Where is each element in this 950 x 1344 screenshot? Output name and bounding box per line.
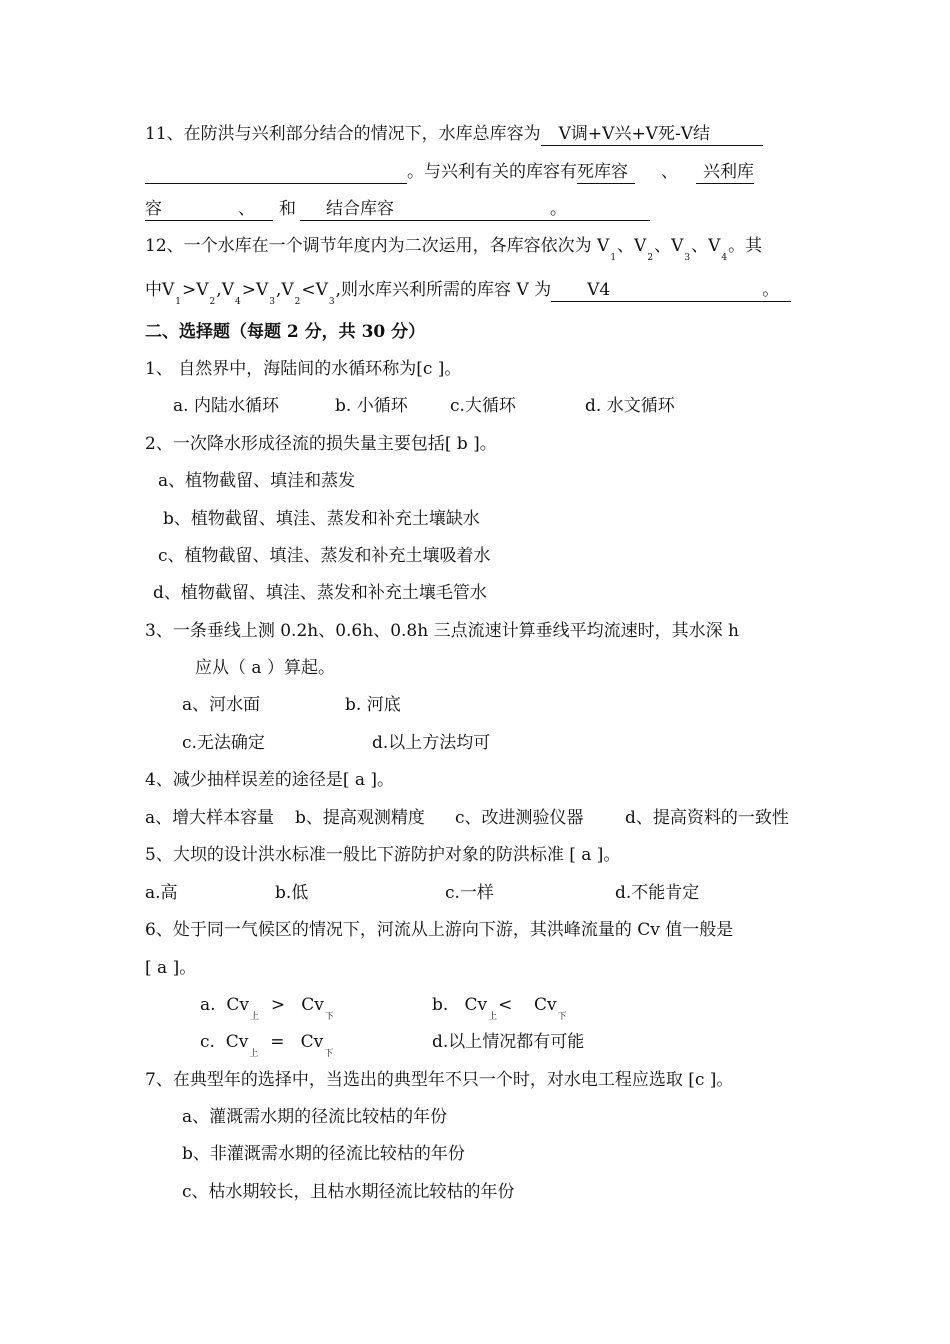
mc-q6-c-cv1: Cv <box>225 1032 249 1052</box>
q11-and: 和 <box>279 199 296 219</box>
q11-answer-dead: 死库容 <box>577 161 635 184</box>
q11-end: 。 <box>550 199 567 219</box>
mc-q6-b-label: b. <box>432 995 449 1015</box>
mc-q6-c-label: c. <box>200 1032 215 1052</box>
mc-q6-opt-a <box>200 993 335 1020</box>
q12-c1-s1: 1 <box>175 297 182 307</box>
section-heading: 二、选择题（每题 2 分，共 30 分） <box>145 322 426 342</box>
q12-c1-v1: V <box>162 280 175 300</box>
mc-q6-a-label: a. <box>200 995 216 1015</box>
q12-c1-v2: V <box>196 280 209 300</box>
q12-answer: V4 <box>587 280 611 300</box>
mc-q7-stem: 7、在典型年的选择中，当选出的典型年不只一个时，对水电工程应选取 [c ]。 <box>145 1070 734 1090</box>
mc-q4-opt-c: c、改进测验仪器 <box>455 808 584 828</box>
q11-answer-combined-wrap <box>300 198 650 221</box>
q12-dun3: 、 <box>691 236 709 256</box>
mc-q3-opt-a: a、河水面 <box>182 695 261 715</box>
q12-c3-v2: V <box>281 280 294 300</box>
q11-line1 <box>145 122 763 146</box>
q12-c2-v4: V <box>221 280 234 300</box>
q12-sub1: 1 <box>610 253 617 263</box>
q11-line2-end: 。与兴利有关的库容有 <box>407 162 577 182</box>
q12-v4: V <box>708 236 721 256</box>
mc-q6-a-cv2: Cv <box>301 995 324 1015</box>
mc-q2-stem: 2、一次降水形成径流的损失量主要包括[ b ]。 <box>145 434 497 454</box>
mc-q6-opt-c <box>200 1030 334 1057</box>
q12-line1 <box>145 234 762 261</box>
mc-q1-opt-b: b. 小循环 <box>335 396 408 416</box>
mc-q4-opt-d: d、提高资料的一致性 <box>625 808 789 828</box>
q12-dun1: 、 <box>617 236 635 256</box>
mc-q6-c-up: 上 <box>249 1049 259 1059</box>
q12-dun2: 、 <box>654 236 672 256</box>
q12-line1-end: 。其 <box>728 236 763 256</box>
mc-q1-opt-a: a. 内陆水循环 <box>173 396 279 416</box>
mc-q6-b-cv1: Cv <box>464 995 488 1015</box>
mc-q6-opt-d: d.以上情况都有可能 <box>432 1032 585 1052</box>
q11-answer-xingli-b-wrap <box>145 198 273 221</box>
q12-comma2: , <box>275 280 282 300</box>
mc-q2-opt-a: a、植物截留、填洼和蒸发 <box>158 471 356 491</box>
q12-line2 <box>145 278 791 305</box>
q11-sep1: 、 <box>661 162 678 182</box>
mc-q5-opt-d: d.不能肯定 <box>615 883 700 903</box>
mc-q5-opt-b: b.低 <box>275 883 309 903</box>
mc-q6-b-up: 上 <box>488 1012 498 1022</box>
mc-q6-b-op: < <box>498 995 513 1015</box>
mc-q4-opt-b: b、提高观测精度 <box>295 808 425 828</box>
q12-c1-gt: > <box>182 280 197 300</box>
q12-sub4: 4 <box>721 253 728 263</box>
q11-line2 <box>145 160 754 184</box>
q12-c3-s2: 2 <box>294 297 301 307</box>
q12-c2-gt: > <box>241 280 256 300</box>
q12-c3-s3: 3 <box>328 297 335 307</box>
q11-blank-line <box>145 161 407 184</box>
mc-q1-opt-c: c.大循环 <box>450 396 516 416</box>
q12-line1-text: 12、一个水库在一个调节年度内为二次运用，各库容依次为 V <box>145 236 610 256</box>
q12-answer-wrap <box>551 279 791 302</box>
mc-q1-stem: 1、 自然界中，海陆间的水循环称为[c ]。 <box>145 359 462 379</box>
mc-q3-stem1: 3、一条垂线上测 0.2h、0.6h、0.8h 三点流速计算垂线平均流速时，其水深 h <box>145 621 739 641</box>
q11-prefix: 11、在防洪与兴利部分结合的情况下，水库总库容为 <box>145 124 541 144</box>
mc-q6-stem2: [ a ]。 <box>145 958 197 978</box>
q12-c3-v3: V <box>315 280 328 300</box>
mc-q2-opt-b: b、植物截留、填洼、蒸发和补充土壤缺水 <box>163 509 480 529</box>
q12-line2-mid: ,则水库兴利所需的库容 V 为 <box>335 280 552 300</box>
mc-q2-opt-d: d、植物截留、填洼、蒸发和补充土壤毛管水 <box>153 583 487 603</box>
q11-answer-combined: 结合库容 <box>326 199 394 219</box>
mc-q6-b-cv2: Cv <box>534 995 557 1015</box>
mc-q6-c-cv2: Cv <box>300 1032 324 1052</box>
mc-q3-opt-b: b. 河底 <box>345 695 401 715</box>
q12-sub2: 2 <box>647 253 654 263</box>
mc-q3-stem2: 应从（ a ）算起。 <box>195 658 335 678</box>
mc-q6-a-cv1: Cv <box>226 995 249 1015</box>
mc-q3-opt-c: c.无法确定 <box>182 733 265 753</box>
mc-q6-a-op: > <box>270 995 286 1015</box>
mc-q6-a-down: 下 <box>324 1012 334 1022</box>
mc-q3-opt-d: d.以上方法均可 <box>372 733 491 753</box>
q12-c2-s3: 3 <box>269 297 275 307</box>
q12-comma1: , <box>216 280 222 300</box>
mc-q7-opt-b: b、非灌溉需水期的径流比较枯的年份 <box>182 1144 465 1164</box>
mc-q5-stem: 5、大坝的设计洪水标准一般比下游防护对象的防洪标准 [ a ]。 <box>145 845 621 865</box>
q12-c2-v3: V <box>255 280 269 300</box>
mc-q4-opt-a: a、增大样本容量 <box>145 808 275 828</box>
q12-end: 。 <box>762 280 780 300</box>
mc-q6-c-down: 下 <box>324 1049 334 1059</box>
q11-answer-total: V调+V兴+V死-V结 <box>541 123 763 146</box>
q12-c3-lt: < <box>301 280 316 300</box>
q12-c2-s4: 4 <box>234 297 241 307</box>
mc-q6-b-down: 下 <box>557 1012 567 1022</box>
q11-answer-xingli-a: 兴利库 <box>696 161 754 184</box>
mc-q6-opt-b <box>432 993 568 1020</box>
mc-q6-c-op: = <box>270 1032 285 1052</box>
mc-q5-opt-a: a.高 <box>145 883 178 903</box>
q12-v3: V <box>671 236 684 256</box>
mc-q7-opt-c: c、枯水期较长，且枯水期径流比较枯的年份 <box>182 1182 515 1202</box>
q11-line3 <box>145 197 650 221</box>
q11-sep2: 、 <box>238 199 255 219</box>
mc-q6-a-up: 上 <box>249 1012 259 1022</box>
q12-sub3: 3 <box>684 253 691 263</box>
mc-q4-stem: 4、减少抽样误差的途径是[ a ]。 <box>145 770 395 790</box>
q12-v2: V <box>634 236 647 256</box>
mc-q2-opt-c: c、植物截留、填洼、蒸发和补充土壤吸着水 <box>158 546 491 566</box>
q12-line2-start: 中 <box>145 280 162 300</box>
q12-c1-s2: 2 <box>209 297 216 307</box>
mc-q6-stem1: 6、处于同一气候区的情况下，河流从上游向下游，其洪峰流量的 Cv 值一般是 <box>145 920 734 940</box>
q11-answer-xingli-b: 容 <box>145 199 162 219</box>
mc-q5-opt-c: c.一样 <box>445 883 494 903</box>
mc-q7-opt-a: a、灌溉需水期的径流比较枯的年份 <box>182 1107 448 1127</box>
mc-q1-opt-d: d. 水文循环 <box>585 396 675 416</box>
